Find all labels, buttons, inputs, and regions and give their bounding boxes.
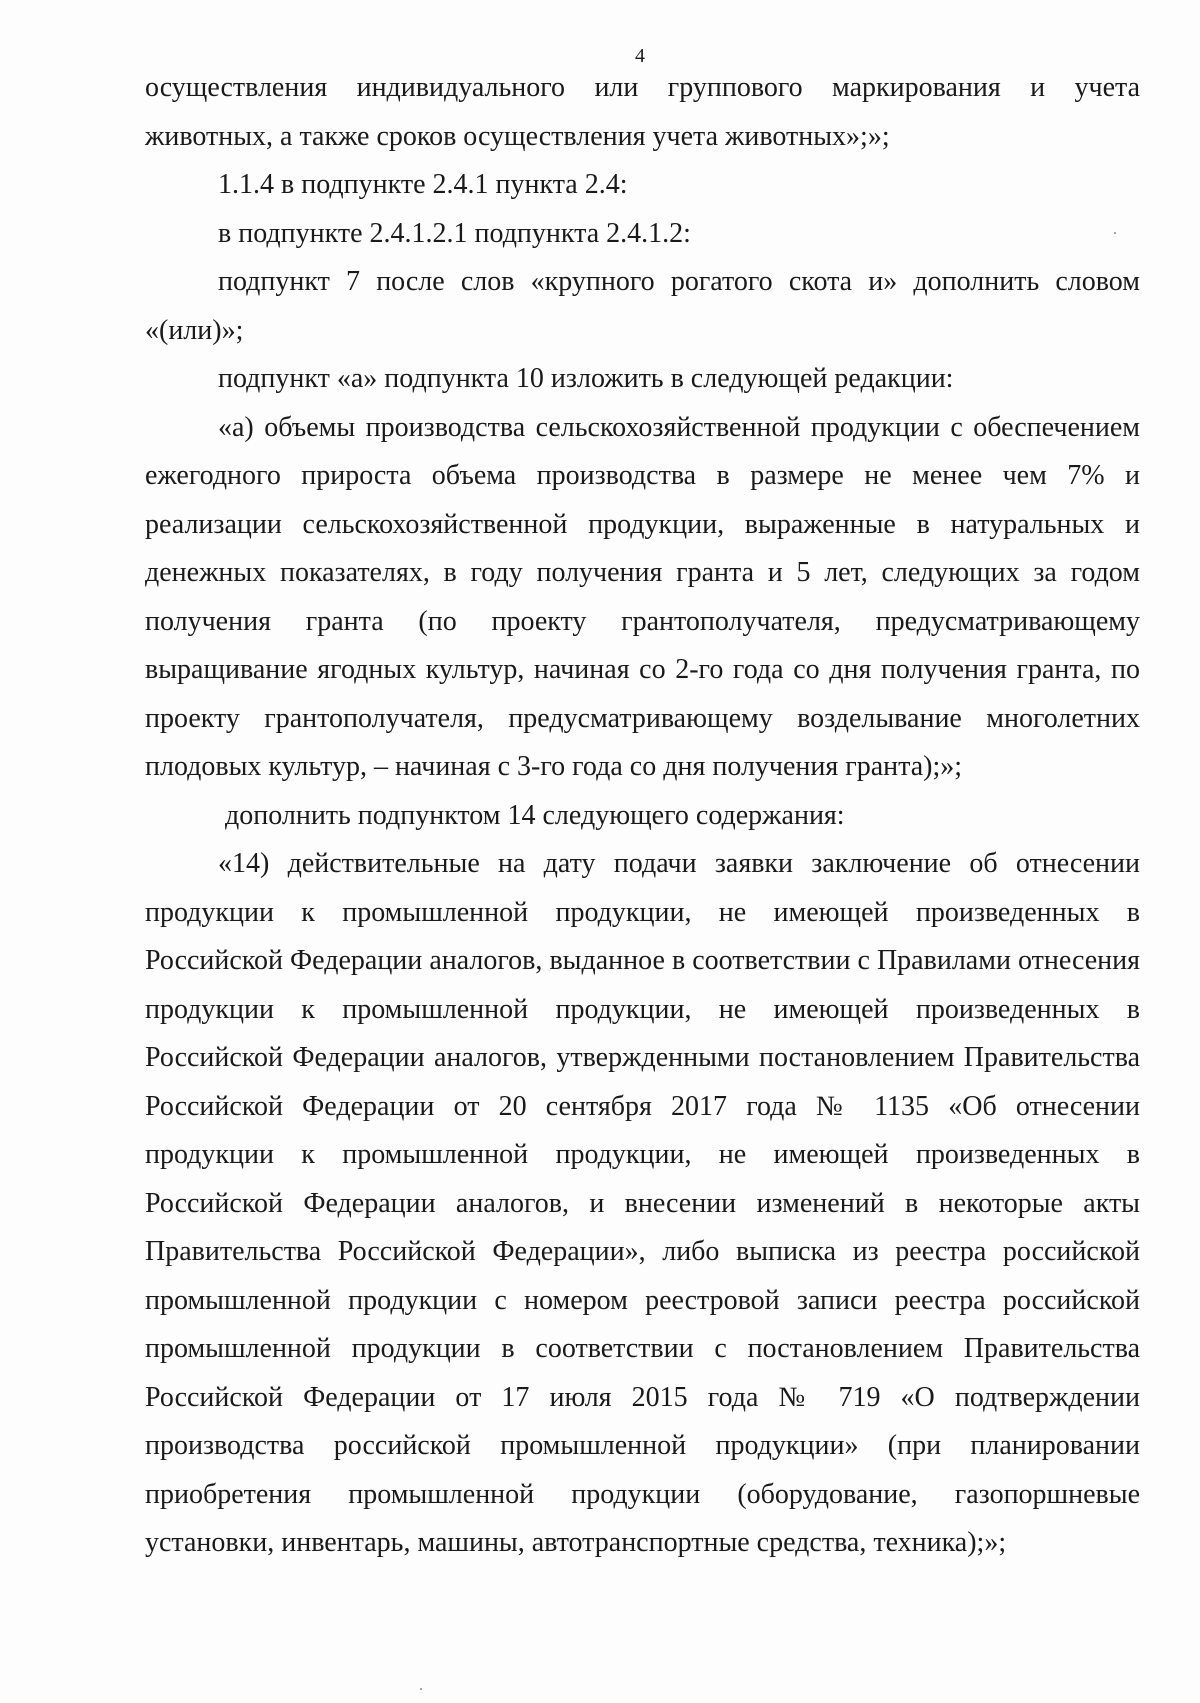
document-body (145, 64, 1140, 1568)
scan-speck (420, 1688, 422, 1690)
paragraph-subitem-14-intro: дополнить подпунктом 14 следующего содержания: (225, 799, 845, 831)
paragraph-item-1-1-4: 1.1.4 в подпункте 2.4.1 пункта 2.4: (218, 169, 628, 200)
paragraph-continuation: осуществления индивидуального или группового маркирования и учета животных, а также сроков осуществления учета животных»;»; (145, 72, 1140, 152)
scan-speck (1114, 232, 1116, 234)
paragraph-subitem-a-intro: подпункт «а» подпункта 10 изложить в следующей редакции: (218, 363, 954, 394)
paragraph-subitem-14-text: «14) действительные на дату подачи заявки заключение об отнесении продукции к промышленной продукции, не имеющей произведенных в Российской Федерации аналогов, выданное в соответствии с Правилами отнесения продукции к промышленной продукции, не имеющей произведенных в Российской Федерации аналогов, утвержденными постановлением Правительства Российской Федерации от 20 сентября 2017 года № 1135 «Об отнесении продукции к промышленной продукции, не имеющей произведенных в Российской Федерации аналогов, и внесении изменений в некоторые акты Правительства Российской Федерации», либо выписка из реестра российской промышленной продукции с номером реестровой записи реестра российской промышленной продукции в соответствии с постановлением Правительства Российской Федерации от 17 июля 2015 года № 719 «О подтверждении производства российской промышленной продукции» (при планировании приобретения промышленной продукции (оборудование, газопоршневые установки, инвентарь, машины, автотранспортные средства, техника);»; (145, 848, 1140, 1558)
paragraph-subitem-7: подпункт 7 после слов «крупного рогатого скота и» дополнить словом «(или)»; (145, 266, 1140, 346)
paragraph-subitem-2-4-1-2-1: в подпункте 2.4.1.2.1 подпункта 2.4.1.2: (218, 217, 691, 249)
paragraph-subitem-a-text: «а) объемы производства сельскохозяйственной продукции с обеспечением ежегодного прироста объема производства в размере не менее чем 7% и реализации сельскохозяйственной продукции, выраженные в натуральных и денежных показателях, в году получения гранта и 5 лет, следующих за годом получения гранта (по проекту грантополучателя, предусматривающему выращивание ягодных культур, начиная со 2-го года со дня получения гранта, по проекту грантополучателя, предусматривающему возделывание многолетних плодовых культур, – начиная с 3-го года со дня получения гранта);»; (145, 411, 1140, 782)
page-number: 4 (635, 45, 645, 67)
